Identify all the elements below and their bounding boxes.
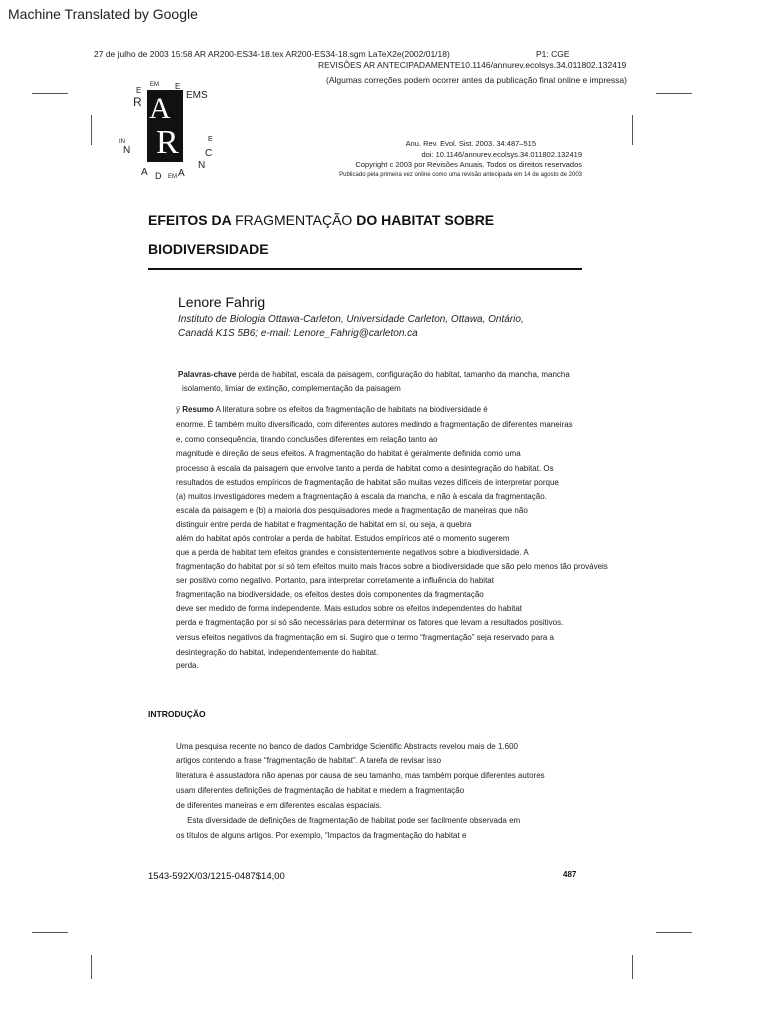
keywords-text1: perda de habitat, escala da paisagem, configuração do habitat, tamanho da mancha, mancha [236, 370, 570, 379]
abstract-line: ser positivo como negativo. Portanto, para interpretar corretamente a influência do habitat [176, 576, 494, 585]
logo-ring-ems: EMS [186, 90, 208, 101]
abstract-line: desintegração do habitat, independentemente do habitat. [176, 648, 379, 657]
keywords-label: Palavras-chave [178, 370, 237, 379]
keywords-line2: isolamento, limiar de extinção, complementação da paisagem [182, 384, 401, 393]
journal-copyright: Copyright c 2003 por Revisões Anuais. Todos os direitos reservados [355, 160, 582, 169]
crop-mark-vertical-bottom-left [91, 955, 92, 979]
body-line: de diferentes maneiras e em diferentes escalas espaciais. [176, 801, 382, 810]
abstract-prefix: ÿ [176, 405, 183, 414]
running-header-line1: 27 de julho de 2003 15:58 AR AR200-ES34-18.tex AR200-ES34-18.sgm LaTeX2e(2002/01/18) [94, 49, 450, 59]
logo-ring-c: C [205, 148, 213, 159]
abstract-line: deve ser medido de forma independente. Mais estudos sobre os efeitos independentes do habitat [176, 604, 523, 613]
article-title-line2: BIODIVERSIDADE [148, 241, 269, 257]
journal-doi: doi: 10.1146/annurev.ecolsys.34.011802.132419 [421, 150, 582, 159]
abstract-text: A literatura sobre os efeitos da fragmentação de habitats na biodiversidade é [213, 405, 488, 414]
abstract-line: distinguir entre perda de habitat e fragmentação de habitat em si, ou seja, a quebra [176, 520, 472, 529]
abstract-line: além do habitat após controlar a perda de habitat. Estudos empíricos até o momento sugerem [176, 534, 510, 543]
abstract-line: fragmentação na biodiversidade, os efeitos destes dois componentes da fragmentação [176, 590, 484, 599]
logo-letter-r: R [156, 124, 179, 161]
logo-letter-a: A [149, 92, 171, 125]
title-part3: DO HABITAT SOBRE [352, 212, 495, 228]
logo-ring-e2: E [175, 82, 181, 91]
body-line: literatura é assustadora não apenas por causa de seu tamanho, mas também porque diferentes autores [176, 771, 545, 780]
abstract-line: resultados de estudos empíricos de fragmentação de habitat são muitas vezes difíceis de interpretar porque [176, 478, 559, 487]
logo-ring-n2: N [198, 160, 206, 171]
section-heading-introduction: INTRODUÇÃO [148, 709, 206, 719]
abstract-line: magnitude e direção de seus efeitos. A fragmentação do habitat é geralmente definida como uma [176, 449, 521, 458]
abstract-label: Resumo [182, 405, 214, 414]
title-part2: FRAGMENTAÇÃO [235, 212, 353, 228]
logo-ring-e1: E [136, 86, 142, 95]
running-header-line2: REVISÕES AR ANTECIPADAMENTE10.1146/annurev.ecolsys.34.011802.132419 [318, 60, 627, 70]
running-header-p1: P1: CGE [536, 49, 570, 59]
footer-issn-code: 1543-592X/03/1215-0487$14,00 [148, 871, 285, 882]
abstract-line: perda. [176, 661, 199, 670]
title-part1: EFEITOS DA [148, 212, 236, 228]
running-header-line3: (Algumas correções podem ocorrer antes da publicação final online e impressa) [326, 75, 627, 85]
body-line: Esta diversidade de definições de fragmentação de habitat pode ser facilmente observada em [176, 816, 521, 825]
author-affiliation-line2: Canadá K1S 5B6; e-mail: Lenore_Fahrig@carleton.ca [178, 328, 418, 339]
logo-ring-e3: E [208, 136, 213, 143]
keywords-line1 [178, 370, 570, 379]
body-line: Uma pesquisa recente no banco de dados Cambridge Scientific Abstracts revelou mais de 1.600 [176, 742, 518, 751]
crop-mark-vertical-top-left [91, 115, 92, 145]
abstract-line: que a perda de habitat tem efeitos grandes e consistentemente negativos sobre a biodiversidade. A [176, 548, 529, 557]
article-title-line1 [148, 212, 494, 228]
abstract-line: processo à escala da paisagem que envolve tanto a perda de habitat como a desintegração do habitat. Os [176, 464, 554, 473]
logo-ring-em2: EM [168, 174, 177, 180]
body-line: os títulos de alguns artigos. Por exemplo, “Impactos da fragmentação do habitat e [176, 831, 467, 840]
crop-mark-top-right [656, 93, 692, 94]
logo-ring-a2: A [178, 168, 185, 179]
author-name: Lenore Fahrig [178, 294, 266, 310]
author-affiliation-line1: Instituto de Biologia Ottawa-Carleton, Universidade Carleton, Ottawa, Ontário, [178, 314, 524, 325]
abstract-line: fragmentação do habitat por si só tem efeitos muito mais fracos sobre a biodiversidade que são pelo menos tão prováveis [176, 562, 608, 571]
title-rule [148, 268, 582, 270]
abstract-line [176, 405, 488, 414]
body-line: usam diferentes definições de fragmentação de habitat e medem a fragmentação [176, 786, 465, 795]
body-line: artigos contendo a frase “fragmentação de habitat”. A tarefa de revisar isso [176, 756, 442, 765]
crop-mark-vertical-top-right [632, 115, 633, 145]
abstract-line: escala da paisagem e (b) a maioria dos pesquisadores mede a fragmentação de maneiras que não [176, 506, 528, 515]
crop-mark-vertical-bottom-right [632, 955, 633, 979]
annual-reviews-logo [147, 90, 183, 162]
abstract-line: e, como consequência, tirando conclusões diferentes em relação tanto ao [176, 435, 438, 444]
journal-citation: Anu. Rev. Evol. Sist. 2003. 34:487–515 [405, 139, 536, 148]
logo-ring-a1: A [141, 167, 148, 178]
journal-published-online: Publicado pela primeira vez online como uma revisão antecipada em 14 de agosto de 2003 [339, 172, 582, 178]
abstract-line: enorme. É também muito diversificado, com diferentes autores medindo a fragmentação de diferentes maneiras [176, 420, 573, 429]
crop-mark-top-left [32, 93, 68, 94]
abstract-line: (a) muitos investigadores medem a fragmentação à escala da mancha, e não à escala da fragmentação. [176, 492, 547, 501]
abstract-line: perda e fragmentação por si só são necessárias para determinar os fatores que levam a resultados positivos. [176, 618, 564, 627]
footer-page-number: 487 [563, 870, 577, 879]
logo-ring-n1: N [123, 145, 131, 156]
logo-ring-in: IN [119, 139, 125, 145]
logo-ring-d: D [155, 171, 162, 181]
machine-translation-banner: Machine Translated by Google [8, 6, 198, 22]
logo-ring-em1: EM [150, 82, 159, 88]
logo-ring-r: R [133, 95, 142, 109]
crop-mark-bottom-right [656, 932, 692, 933]
abstract-line: versus efeitos negativos da fragmentação em si. Sugiro que o termo “fragmentação” seja reservado para a [176, 633, 554, 642]
crop-mark-bottom-left [32, 932, 68, 933]
